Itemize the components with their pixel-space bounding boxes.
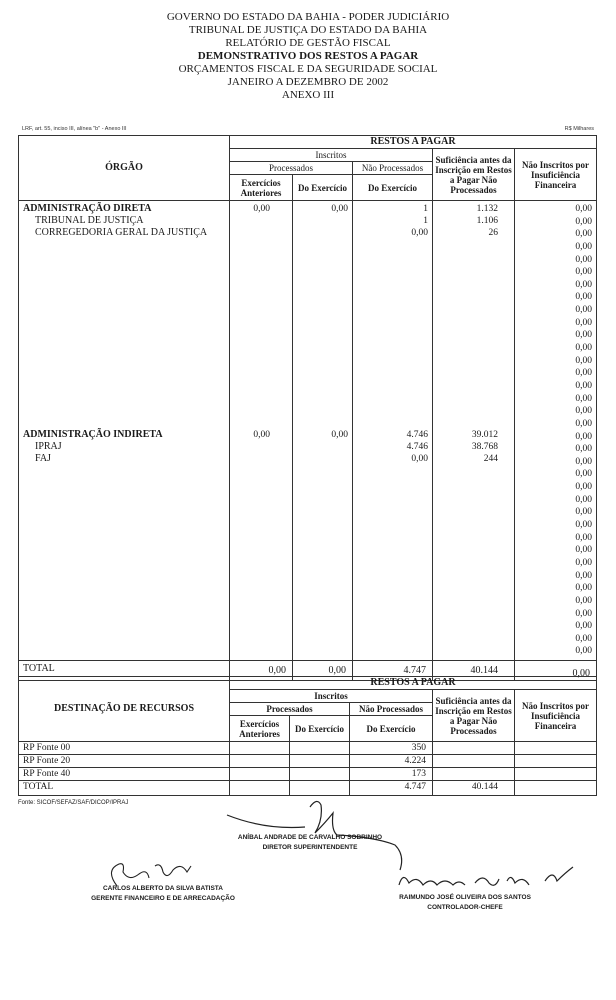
- dest-total-suf: 40.144: [433, 781, 515, 796]
- signature-controlador-icon: [395, 855, 585, 897]
- org-name: ADMINISTRAÇÃO DIRETA: [23, 203, 152, 214]
- dest-total-row: [19, 781, 597, 796]
- table-body-row: [19, 201, 597, 661]
- signature-block-controlador: [365, 893, 565, 913]
- nao-inscritos-value: 0,00: [575, 254, 593, 265]
- nao-inscritos-value: 0,00: [575, 520, 593, 531]
- cell-value: 0,00: [331, 204, 348, 214]
- org-name: FAJ: [35, 453, 51, 464]
- nao-inscritos-value: 0,00: [575, 444, 593, 455]
- director-title: DIRETOR SUPERINTENDENTE: [262, 844, 358, 851]
- total-suf: 40.144: [433, 661, 515, 681]
- header-nao-processados: Não Processados: [353, 162, 433, 175]
- table-row: [19, 768, 597, 781]
- gerente-name: CARLOS ALBERTO DA SILVA BATISTA: [102, 885, 223, 892]
- nao-inscritos-value: 0,00: [575, 469, 593, 480]
- total-label: TOTAL: [19, 661, 230, 681]
- document-header: [0, 11, 616, 102]
- cell-value: 0,00: [411, 454, 428, 464]
- document-title: DEMONSTRATIVO DOS RESTOS A PAGAR: [197, 50, 419, 62]
- dest-total-label: TOTAL: [19, 781, 230, 796]
- header-line-5: ORÇAMENTOS FISCAL E DA SEGURIDADE SOCIAL: [178, 63, 438, 75]
- fonte-label: RP Fonte 20: [19, 755, 230, 768]
- header-nao-inscritos: Não Inscritos por Insuficiência Financeira: [515, 690, 597, 742]
- nao-inscritos-value: 0,00: [575, 317, 593, 328]
- total-ex-ant: 0,00: [230, 661, 293, 681]
- nao-inscritos-value: 0,00: [575, 494, 593, 505]
- nao-inscritos-value: 0,00: [575, 456, 593, 467]
- header-do-exercicio: Do Exercício: [290, 716, 350, 742]
- nao-inscritos-value: 0,00: [575, 267, 593, 278]
- header-restos-a-pagar: RESTOS A PAGAR: [230, 677, 597, 690]
- header-exercicios-anteriores: Exercícios Anteriores: [230, 716, 290, 742]
- header-inscritos: Inscritos: [230, 149, 433, 162]
- nao-inscritos-value: 0,00: [575, 292, 593, 303]
- restos-a-pagar-table: [18, 135, 597, 681]
- block-direta: [23, 203, 225, 429]
- header-orgao: ÓRGÃO: [19, 136, 230, 201]
- org-name: TRIBUNAL DE JUSTIÇA: [35, 215, 144, 226]
- org-name: ADMINISTRAÇÃO INDIRETA: [23, 429, 163, 440]
- header-restos-a-pagar: RESTOS A PAGAR: [230, 136, 597, 149]
- cell-value: 1: [423, 204, 428, 214]
- nao-inscritos-value: 0,00: [575, 330, 593, 341]
- nao-inscritos-value: 0,00: [575, 545, 593, 556]
- header-destinacao: DESTINAÇÃO DE RECURSOS: [19, 677, 230, 742]
- table-row: [19, 742, 597, 755]
- nao-inscritos-value: 0,00: [575, 368, 593, 379]
- orgao-column: [19, 201, 230, 661]
- header-nao-inscritos: Não Inscritos por Insuficiência Financeira: [515, 149, 597, 201]
- legal-reference: LRF, art. 55, inciso III, alínea "b" - Anexo III: [22, 126, 127, 132]
- signature-block-gerente: [48, 884, 278, 904]
- nao-inscritos-value: 0,00: [575, 595, 593, 606]
- total-do-ex: 0,00: [293, 661, 353, 681]
- nao-inscritos-value: 0,00: [575, 418, 593, 429]
- nao-inscritos-value: 0,00: [575, 621, 593, 632]
- destinacao-recursos-table: [18, 676, 597, 796]
- nao-inscritos-value: 0,00: [575, 431, 593, 442]
- suficiencia-column: [433, 201, 515, 661]
- header-processados: Processados: [230, 703, 350, 716]
- exercicios-anteriores-column: [230, 201, 293, 661]
- header-line-3: RELATÓRIO DE GESTÃO FISCAL: [225, 37, 391, 49]
- cell-value: 1: [423, 216, 428, 226]
- cell-value: 0,00: [411, 228, 428, 238]
- nao-inscritos-value: 0,00: [575, 355, 593, 366]
- nao-inscritos-value: 0,00: [575, 482, 593, 493]
- controlador-title: CONTROLADOR-CHEFE: [427, 904, 503, 911]
- cell-value: 39.012: [471, 430, 498, 440]
- nao-inscritos-value: 0,00: [575, 608, 593, 619]
- nao-inscritos-value: 0,00: [575, 343, 593, 354]
- nao-inscritos-value: 0,00: [575, 204, 593, 214]
- cell-value: 0,00: [253, 430, 270, 440]
- cell-value: 0,00: [253, 204, 270, 214]
- org-name: CORREGEDORIA GERAL DA JUSTIÇA: [35, 227, 208, 238]
- signature-block-director: [200, 833, 420, 853]
- header-suficiencia: Suficiência antes da Inscrição em Restos a Pagar Não Processados: [433, 149, 515, 201]
- nao-inscritos-value: 0,00: [575, 570, 593, 581]
- controlador-name: RAIMUNDO JOSÉ OLIVEIRA DOS SANTOS: [399, 894, 531, 901]
- fonte-np: 4.224: [350, 755, 433, 768]
- header-annex: ANEXO III: [281, 89, 335, 101]
- nao-inscritos-value: 0,00: [575, 216, 593, 227]
- header-exercicios-anteriores: Exercícios Anteriores: [230, 175, 293, 201]
- header-line-2: TRIBUNAL DE JUSTIÇA DO ESTADO DA BAHIA: [188, 24, 428, 36]
- gerente-title: GERENTE FINANCEIRO E DE ARRECADAÇÃO: [91, 895, 235, 902]
- nao-processados-column: [353, 201, 433, 661]
- total-ni: 0,00: [515, 661, 597, 681]
- nao-inscritos-list: [515, 203, 596, 658]
- nao-inscritos-value: 0,00: [575, 507, 593, 518]
- nao-inscritos-value: 0,00: [575, 646, 593, 657]
- header-nao-processados: Não Processados: [350, 703, 433, 716]
- nao-inscritos-value: 0,00: [575, 305, 593, 316]
- cell-value: 38.768: [471, 442, 498, 452]
- nao-inscritos-value: 0,00: [575, 241, 593, 252]
- fonte-np: 350: [350, 742, 433, 755]
- header-processados: Processados: [230, 162, 353, 175]
- cell-value: 1.106: [476, 216, 498, 226]
- data-source: Fonte: SICOF/SEFAZ/SAF/DICOP/IPRAJ: [18, 800, 129, 806]
- cell-value: 4.746: [406, 442, 428, 452]
- table-row: [19, 755, 597, 768]
- nao-inscritos-value: 0,00: [575, 380, 593, 391]
- org-name: IPRAJ: [35, 441, 62, 452]
- fonte-np: 173: [350, 768, 433, 781]
- nao-inscritos-column: [515, 201, 597, 661]
- cell-value: 26: [488, 228, 498, 238]
- director-name: ANÍBAL ANDRADE DE CARVALHO SOBRINHO: [237, 834, 383, 841]
- header-do-exercicio-np: Do Exercício: [353, 175, 433, 201]
- nao-inscritos-value: 0,00: [575, 393, 593, 404]
- header-line-1: GOVERNO DO ESTADO DA BAHIA - PODER JUDICIÁRIO: [166, 11, 450, 23]
- nao-inscritos-value: 0,00: [575, 406, 593, 417]
- unit-note: R$ Milhares: [564, 126, 594, 132]
- block-indireta: [23, 429, 225, 655]
- nao-inscritos-value: 0,00: [575, 633, 593, 644]
- total-np: 4.747: [353, 661, 433, 681]
- cell-value: 0,00: [331, 430, 348, 440]
- nao-inscritos-value: 0,00: [575, 229, 593, 240]
- fonte-label: RP Fonte 40: [19, 768, 230, 781]
- cell-value: 4.746: [406, 430, 428, 440]
- dest-total-np: 4.747: [350, 781, 433, 796]
- header-suficiencia: Suficiência antes da Inscrição em Restos a Pagar Não Processados: [433, 690, 515, 742]
- header-do-exercicio: Do Exercício: [293, 175, 353, 201]
- cell-value: 244: [483, 454, 498, 464]
- nao-inscritos-value: 0,00: [575, 279, 593, 290]
- do-exercicio-column: [293, 201, 353, 661]
- fonte-label: RP Fonte 00: [19, 742, 230, 755]
- cell-value: 1.132: [476, 204, 498, 214]
- nao-inscritos-value: 0,00: [575, 583, 593, 594]
- nao-inscritos-value: 0,00: [575, 557, 593, 568]
- nao-inscritos-value: 0,00: [575, 532, 593, 543]
- header-do-exercicio-np: Do Exercício: [350, 716, 433, 742]
- header-period: JANEIRO A DEZEMBRO DE 2002: [227, 76, 389, 88]
- header-inscritos: Inscritos: [230, 690, 433, 703]
